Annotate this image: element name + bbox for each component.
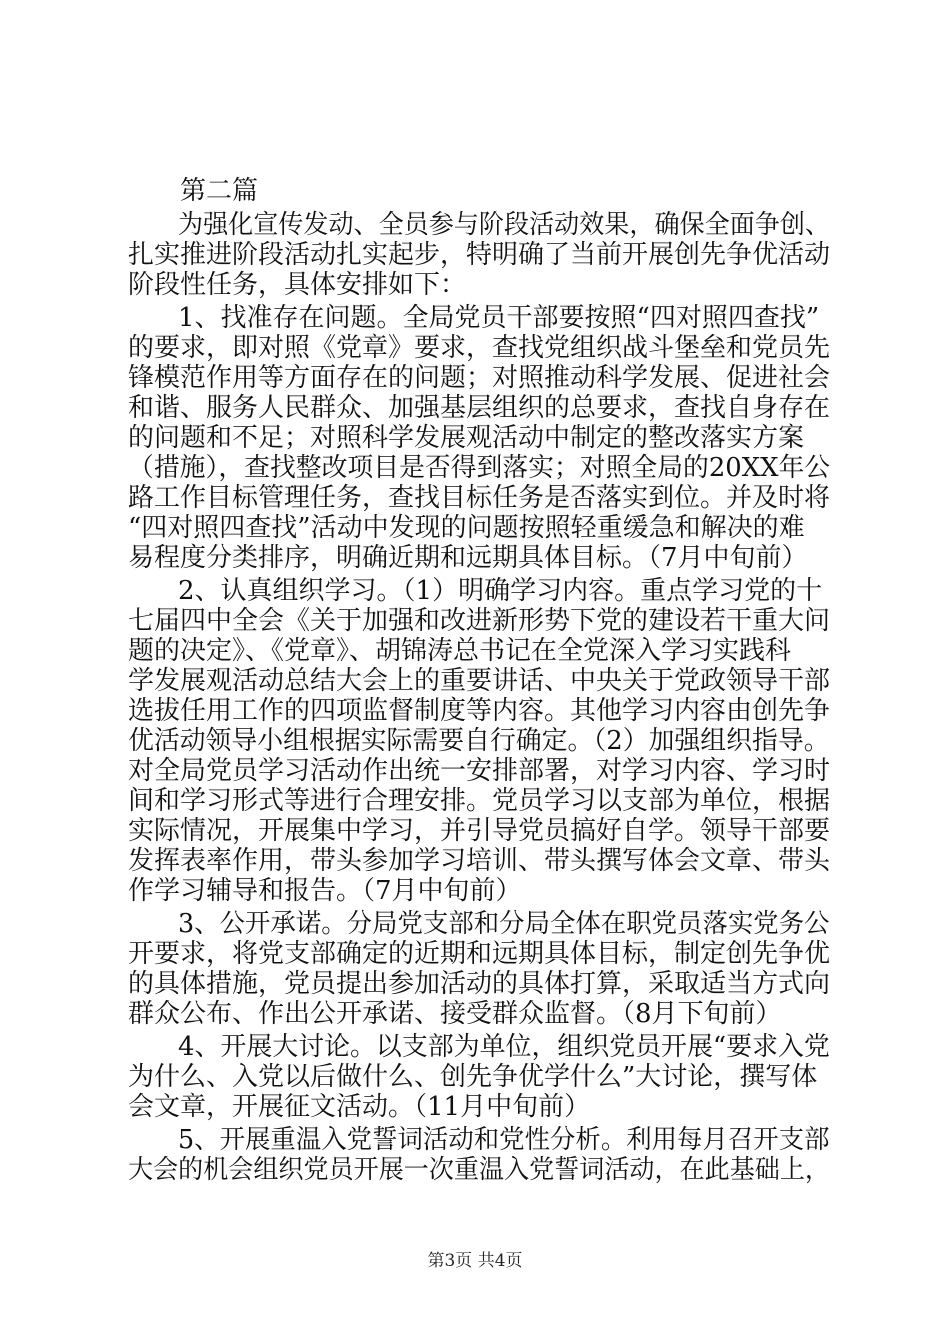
text-line: 会文章，开展征文活动。（11月中旬前） xyxy=(128,1092,591,1122)
text-line: 的要求，即对照《党章》要求，查找党组织战斗堡垒和党员先 xyxy=(128,333,831,363)
text-line: 的具体措施，党员提出参加活动的具体打算，采取适当方式向 xyxy=(128,969,831,999)
text-line: 易程度分类排序，明确近期和远期具体目标。（7月中旬前） xyxy=(128,543,808,573)
text-line: 2、认真组织学习。（1）明确学习内容。重点学习党的十 xyxy=(178,576,823,606)
text-line: 和谐、服务人民群众、加强基层组织的总要求，查找自身存在 xyxy=(128,393,831,423)
text-line: 题的决定》、《党章》、胡锦涛总书记在全党深入学习实践科 xyxy=(128,636,792,666)
text-line: 3、公开承诺。分局党支部和分局全体在职党员落实党务公 xyxy=(178,909,830,939)
text-line: 1、找准存在问题。全局党员干部要按照“四对照四查找” xyxy=(178,303,820,333)
text-line: “四对照四查找”活动中发现的问题按照轻重缓急和解决的难 xyxy=(128,513,805,543)
text-line: 优活动领导小组根据实际需要自行确定。（2）加强组织指导。 xyxy=(128,726,830,756)
text-line: 对全局党员学习活动作出统一安排部署，对学习内容、学习时 xyxy=(128,756,831,786)
text-line: 学发展观活动总结大会上的重要讲话、中央关于党政领导干部 xyxy=(128,666,831,696)
text-line: 间和学习形式等进行合理安排。党员学习以支部为单位，根据 xyxy=(128,786,831,816)
section-title: 第二篇 xyxy=(180,176,259,206)
text-line: 阶段性任务，具体安排如下： xyxy=(128,270,467,300)
text-line: 为什么、入党以后做什么、创先争优学什么”大讨论，撰写体 xyxy=(128,1062,818,1092)
text-line: 发挥表率作用，带头参加学习培训、带头撰写体会文章、带头 xyxy=(128,846,831,876)
text-line: 作学习辅导和报告。（7月中旬前） xyxy=(128,876,522,906)
text-line: 为强化宣传发动、全员参与阶段活动效果，确保全面争创、 xyxy=(178,210,831,240)
text-line: 大会的机会组织党员开展一次重温入党誓词活动，在此基础上， xyxy=(128,1155,831,1185)
page-number: 第3页 共4页 xyxy=(427,1251,523,1271)
text-line: 路工作目标管理任务，查找目标任务是否落实到位。并及时将 xyxy=(128,483,831,513)
text-line: 5、开展重温入党誓词活动和党性分析。利用每月召开支部 xyxy=(178,1125,830,1155)
text-line: 开要求，将党支部确定的近期和远期具体目标，制定创先争优 xyxy=(128,939,831,969)
text-line: 七届四中全会《关于加强和改进新形势下党的建设若干重大问 xyxy=(128,606,831,636)
text-line: 实际情况，开展集中学习，并引导党员搞好自学。领导干部要 xyxy=(128,816,831,846)
text-line: 群众公布、作出公开承诺、接受群众监督。（8月下旬前） xyxy=(128,999,782,1029)
text-line: 选拔任用工作的四项监督制度等内容。其他学习内容由创先争 xyxy=(128,696,831,726)
text-line: 4、开展大讨论。以支部为单位，组织党员开展“要求入党 xyxy=(178,1032,830,1062)
text-line: 的问题和不足；对照科学发展观活动中制定的整改落实方案 xyxy=(128,423,805,453)
text-line: 扎实推进阶段活动扎实起步，特明确了当前开展创先争优活动 xyxy=(128,240,831,270)
text-line: （措施），查找整改项目是否得到落实；对照全局的20XX年公 xyxy=(128,453,831,483)
text-line: 锋模范作用等方面存在的问题；对照推动科学发展、促进社会 xyxy=(128,363,831,393)
